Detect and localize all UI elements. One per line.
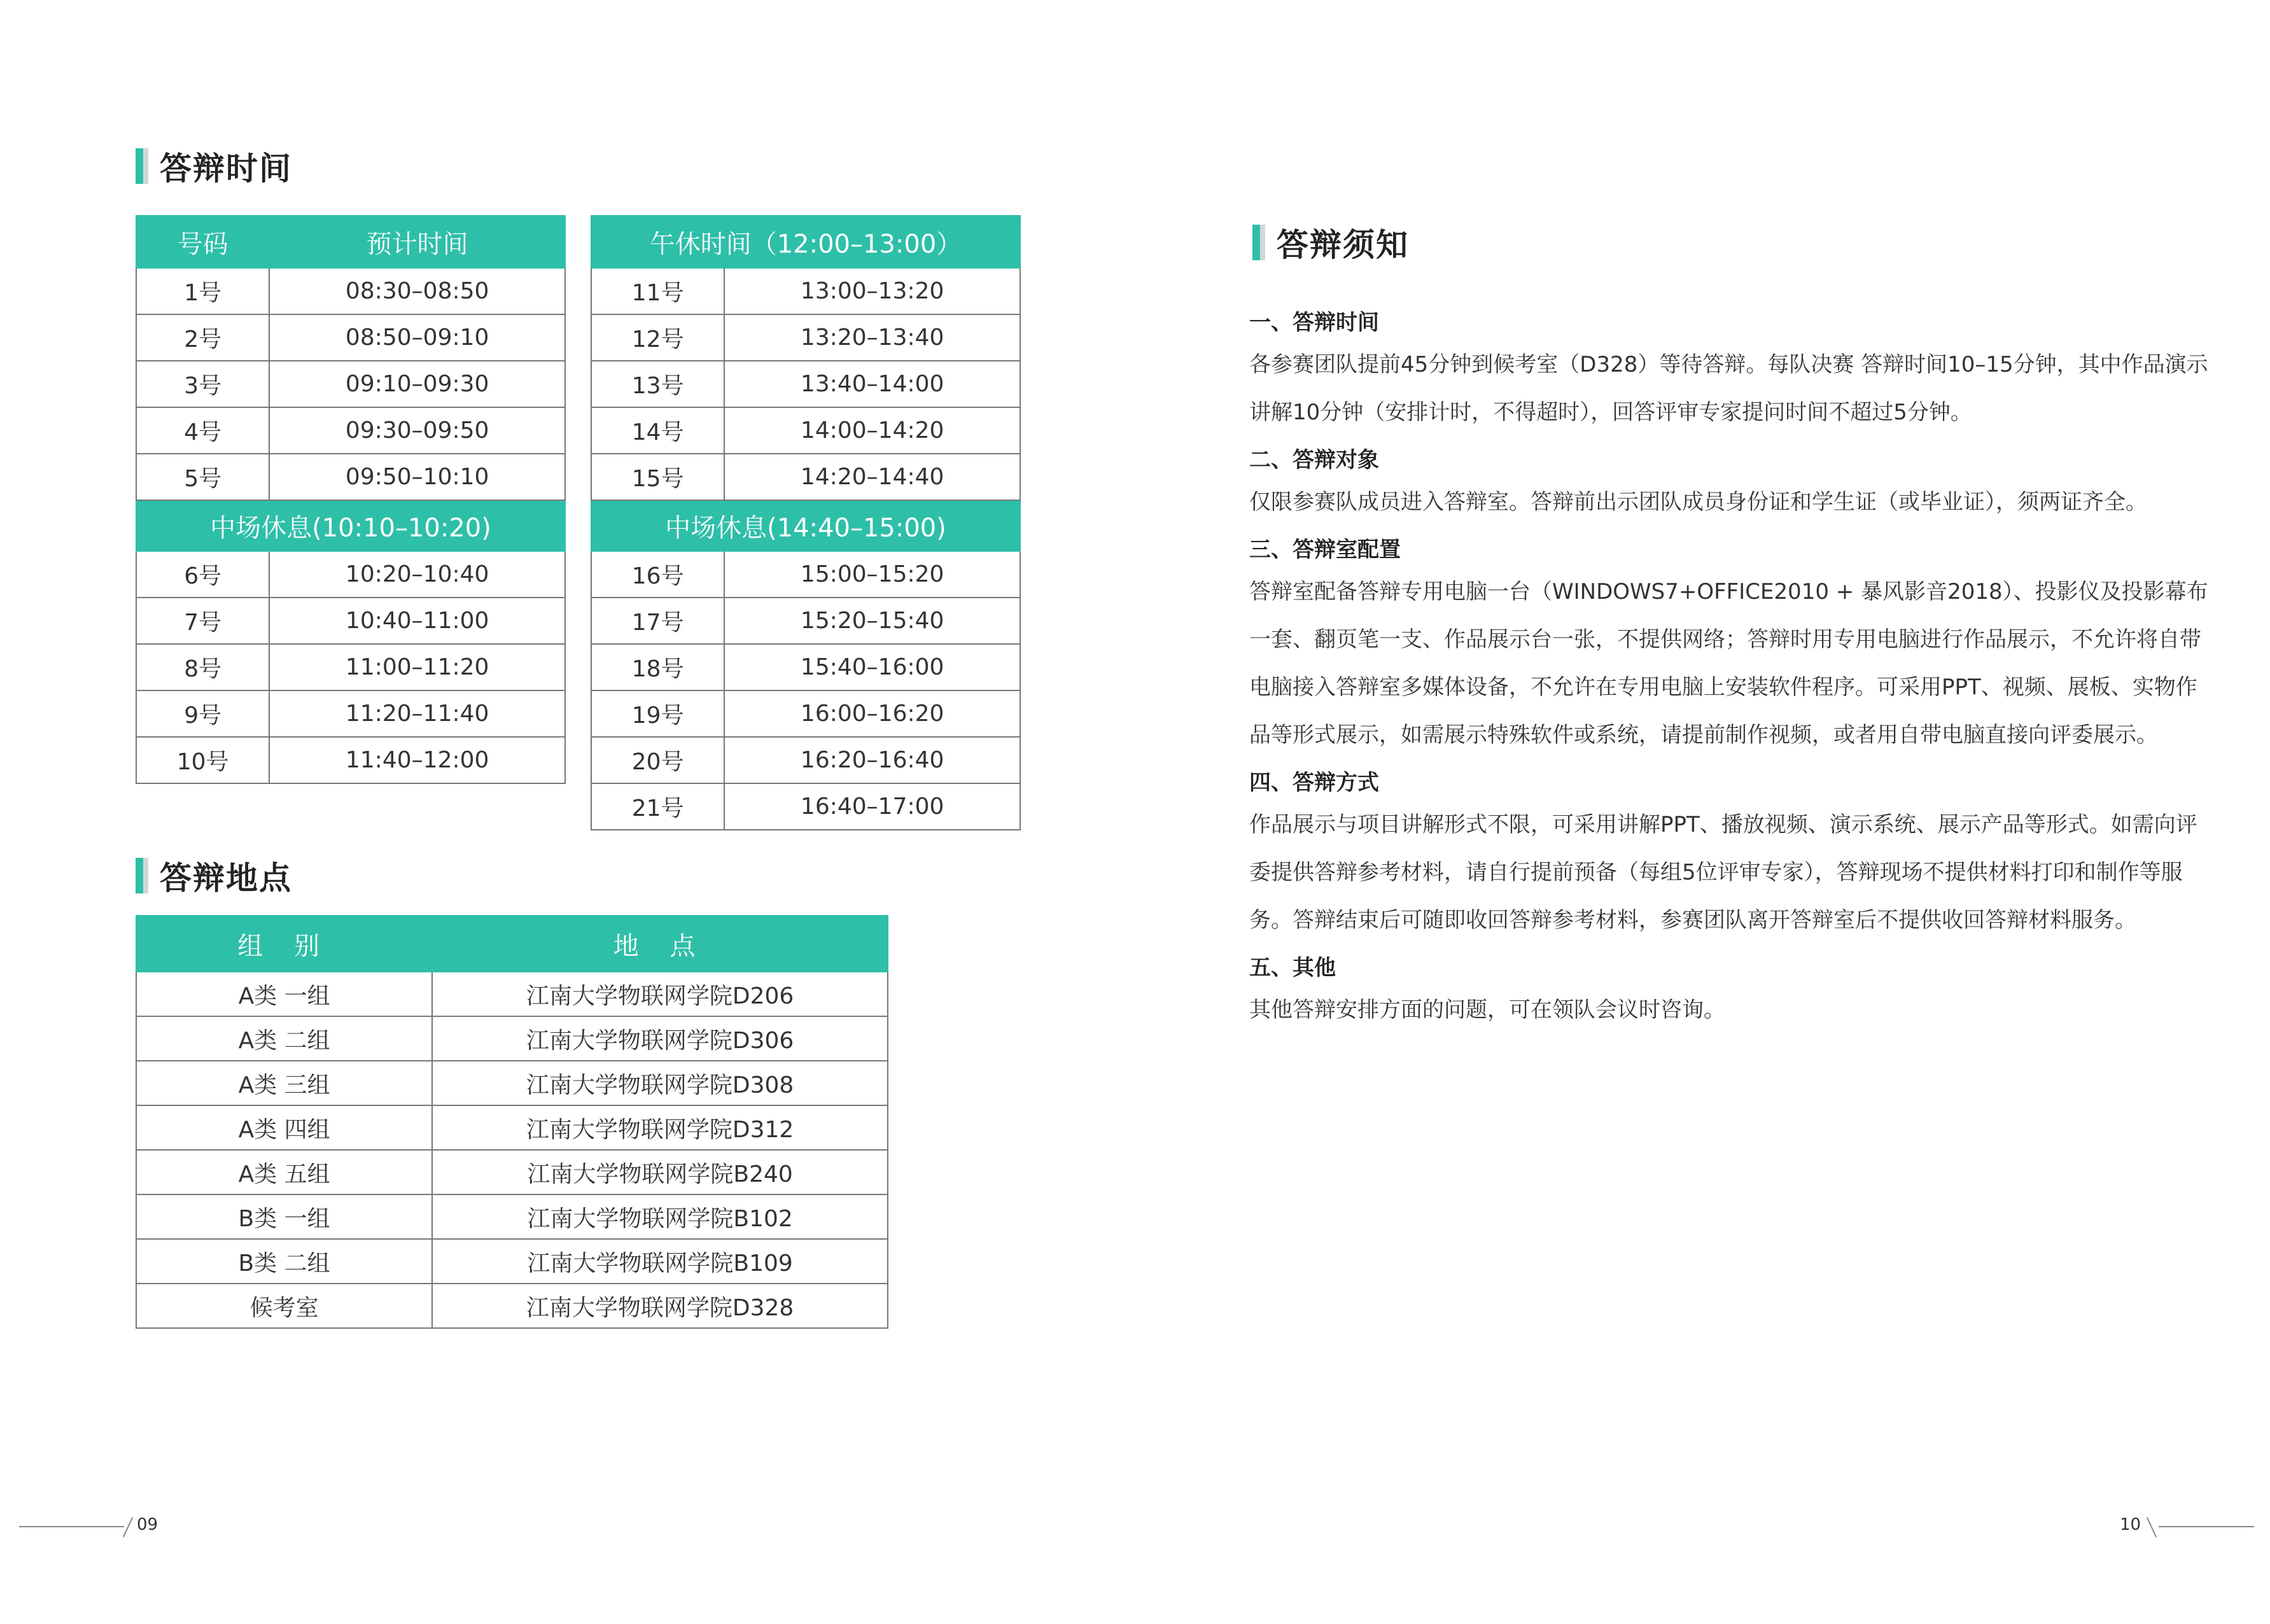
time-slot: 11:40–12:00 <box>269 737 565 783</box>
table-row <box>136 690 565 737</box>
time-slot: 11:20–11:40 <box>269 690 565 737</box>
notice-section <box>1249 304 2210 437</box>
section-text: 作品展示与项目讲解形式不限，可采用讲解PPT、播放视频、演示系统、展示产品等形式。如需向评委提供答辩参考材料，请自行提前预备（每组5位评审专家），答辩现场不提供材料打印和制作等服务。答辩结束后可随即收回答辩参考材料，参赛团队离开答辩室后不提供收回答辩材料服务。 <box>1249 812 2197 933</box>
notice-section-heading <box>1252 220 1409 265</box>
group-name: A类 三组 <box>136 1061 432 1105</box>
team-number: 9号 <box>136 690 269 737</box>
table-row <box>591 454 1020 500</box>
page-number-right: 10 <box>2120 1515 2141 1534</box>
notice-section <box>1249 442 2210 526</box>
notice-section <box>1249 531 2210 759</box>
table-header-time: 预计时间 <box>269 216 565 268</box>
schedule-table-morning <box>136 215 566 784</box>
table-header-lunch: 午休时间（12:00–13:00） <box>591 216 1020 268</box>
group-name: B类 一组 <box>136 1194 432 1239</box>
section-title: 一、答辩时间 <box>1249 310 1379 335</box>
room-location: 江南大学物联网学院D308 <box>432 1061 888 1105</box>
table-row <box>591 361 1020 407</box>
schedule-table-afternoon <box>591 215 1021 830</box>
time-slot: 09:50–10:10 <box>269 454 565 500</box>
room-location: 江南大学物联网学院D306 <box>432 1016 888 1061</box>
table-row <box>136 1105 888 1150</box>
section-text: 仅限参赛队成员进入答辩室。答辩前出示团队成员身份证和学生证（或毕业证），须两证齐全。 <box>1249 489 2147 515</box>
break-row <box>591 500 1020 551</box>
table-row <box>591 644 1020 690</box>
team-number: 13号 <box>591 361 724 407</box>
team-number: 21号 <box>591 783 724 830</box>
team-number: 14号 <box>591 407 724 454</box>
table-row <box>136 314 565 361</box>
location-table <box>136 915 888 1329</box>
group-name: A类 五组 <box>136 1150 432 1194</box>
table-row <box>136 1150 888 1194</box>
table-row <box>136 1016 888 1061</box>
time-section-heading <box>136 143 292 189</box>
team-number: 16号 <box>591 551 724 598</box>
place-heading-text: 答辩地点 <box>160 860 292 897</box>
team-number: 15号 <box>591 454 724 500</box>
time-slot: 10:40–11:00 <box>269 598 565 644</box>
table-row <box>136 598 565 644</box>
time-slot: 09:30–09:50 <box>269 407 565 454</box>
section-title: 四、答辩方式 <box>1249 770 1379 795</box>
heading-accent-bar <box>136 148 148 184</box>
footer-rule-left <box>19 1526 124 1527</box>
room-location: 江南大学物联网学院D206 <box>432 972 888 1016</box>
table-row <box>591 690 1020 737</box>
team-number: 6号 <box>136 551 269 598</box>
time-slot: 15:40–16:00 <box>724 644 1020 690</box>
time-slot: 13:40–14:00 <box>724 361 1020 407</box>
notice-section <box>1249 949 2210 1034</box>
team-number: 8号 <box>136 644 269 690</box>
table-row <box>591 737 1020 783</box>
team-number: 12号 <box>591 314 724 361</box>
table-row <box>591 551 1020 598</box>
time-slot: 15:00–15:20 <box>724 551 1020 598</box>
room-location: 江南大学物联网学院D328 <box>432 1284 888 1328</box>
time-slot: 16:00–16:20 <box>724 690 1020 737</box>
time-slot: 16:40–17:00 <box>724 783 1020 830</box>
break-label: 中场休息(10:10–10:20) <box>136 500 565 551</box>
room-location: 江南大学物联网学院D312 <box>432 1105 888 1150</box>
table-row <box>591 407 1020 454</box>
time-slot: 09:10–09:30 <box>269 361 565 407</box>
time-slot: 08:50–09:10 <box>269 314 565 361</box>
section-title: 五、其他 <box>1249 955 1336 981</box>
table-row <box>136 407 565 454</box>
table-row <box>136 972 888 1016</box>
footer-slash-right <box>2147 1517 2157 1537</box>
team-number: 7号 <box>136 598 269 644</box>
time-heading-text: 答辩时间 <box>160 150 292 187</box>
time-slot: 13:20–13:40 <box>724 314 1020 361</box>
group-name: 候考室 <box>136 1284 432 1328</box>
group-name: B类 二组 <box>136 1239 432 1284</box>
table-row <box>591 783 1020 830</box>
table-row <box>591 268 1020 314</box>
room-location: 江南大学物联网学院B109 <box>432 1239 888 1284</box>
team-number: 1号 <box>136 268 269 314</box>
page-number-left: 09 <box>137 1515 158 1534</box>
time-slot: 08:30–08:50 <box>269 268 565 314</box>
table-row <box>136 361 565 407</box>
section-title: 三、答辩室配置 <box>1249 537 1401 563</box>
heading-accent-bar <box>136 858 148 893</box>
room-location: 江南大学物联网学院B240 <box>432 1150 888 1194</box>
time-slot: 15:20–15:40 <box>724 598 1020 644</box>
table-row <box>136 1194 888 1239</box>
time-slot: 13:00–13:20 <box>724 268 1020 314</box>
team-number: 10号 <box>136 737 269 783</box>
time-slot: 14:00–14:20 <box>724 407 1020 454</box>
table-row <box>136 551 565 598</box>
time-slot: 16:20–16:40 <box>724 737 1020 783</box>
footer-rule-right <box>2159 1526 2254 1527</box>
section-title: 二、答辩对象 <box>1249 447 1379 473</box>
table-header-number: 号码 <box>136 216 269 268</box>
room-location: 江南大学物联网学院B102 <box>432 1194 888 1239</box>
table-row <box>136 268 565 314</box>
heading-accent-bar <box>1252 225 1265 260</box>
team-number: 11号 <box>591 268 724 314</box>
time-slot: 10:20–10:40 <box>269 551 565 598</box>
group-name: A类 四组 <box>136 1105 432 1150</box>
section-text: 其他答辩安排方面的问题，可在领队会议时咨询。 <box>1249 997 1725 1023</box>
team-number: 19号 <box>591 690 724 737</box>
table-row <box>136 644 565 690</box>
table-row <box>591 598 1020 644</box>
team-number: 18号 <box>591 644 724 690</box>
break-label: 中场休息(14:40–15:00) <box>591 500 1020 551</box>
section-text: 答辩室配备答辩专用电脑一台（WINDOWS7+OFFICE2010 + 暴风影音2018）、投影仪及投影幕布一套、翻页笔一支、作品展示台一张，不提供网络；答辩时用专用电脑进行作品展示，不允许将自带电脑接入答辩室多媒体设备，不允许在专用电脑上安装软件程序。可采用PPT、视频、展板、实物作品等形式展示，如需展示特殊软件或系统，请提前制作视频，或者用自带电脑直接向评委展示。 <box>1249 579 2208 748</box>
table-row <box>136 1061 888 1105</box>
team-number: 5号 <box>136 454 269 500</box>
table-row <box>136 1239 888 1284</box>
place-section-heading <box>136 853 292 899</box>
table-row <box>591 314 1020 361</box>
team-number: 2号 <box>136 314 269 361</box>
time-slot: 14:20–14:40 <box>724 454 1020 500</box>
notice-section <box>1249 764 2210 944</box>
footer-slash-left <box>123 1517 133 1537</box>
table-row <box>136 737 565 783</box>
table-header-group: 组 别 <box>136 916 432 972</box>
notice-heading-text: 答辩须知 <box>1277 227 1409 263</box>
team-number: 3号 <box>136 361 269 407</box>
team-number: 4号 <box>136 407 269 454</box>
table-header-location: 地 点 <box>432 916 888 972</box>
group-name: A类 二组 <box>136 1016 432 1061</box>
team-number: 17号 <box>591 598 724 644</box>
time-slot: 11:00–11:20 <box>269 644 565 690</box>
notice-body <box>1249 299 2210 1035</box>
break-row <box>136 500 565 551</box>
table-row <box>136 1284 888 1328</box>
team-number: 20号 <box>591 737 724 783</box>
table-row <box>136 454 565 500</box>
section-text: 各参赛团队提前45分钟到候考室（D328）等待答辩。每队决赛 答辩时间10–15分钟，其中作品演示讲解10分钟（安排计时，不得超时），回答评审专家提问时间不超过5分钟。 <box>1249 352 2208 425</box>
group-name: A类 一组 <box>136 972 432 1016</box>
